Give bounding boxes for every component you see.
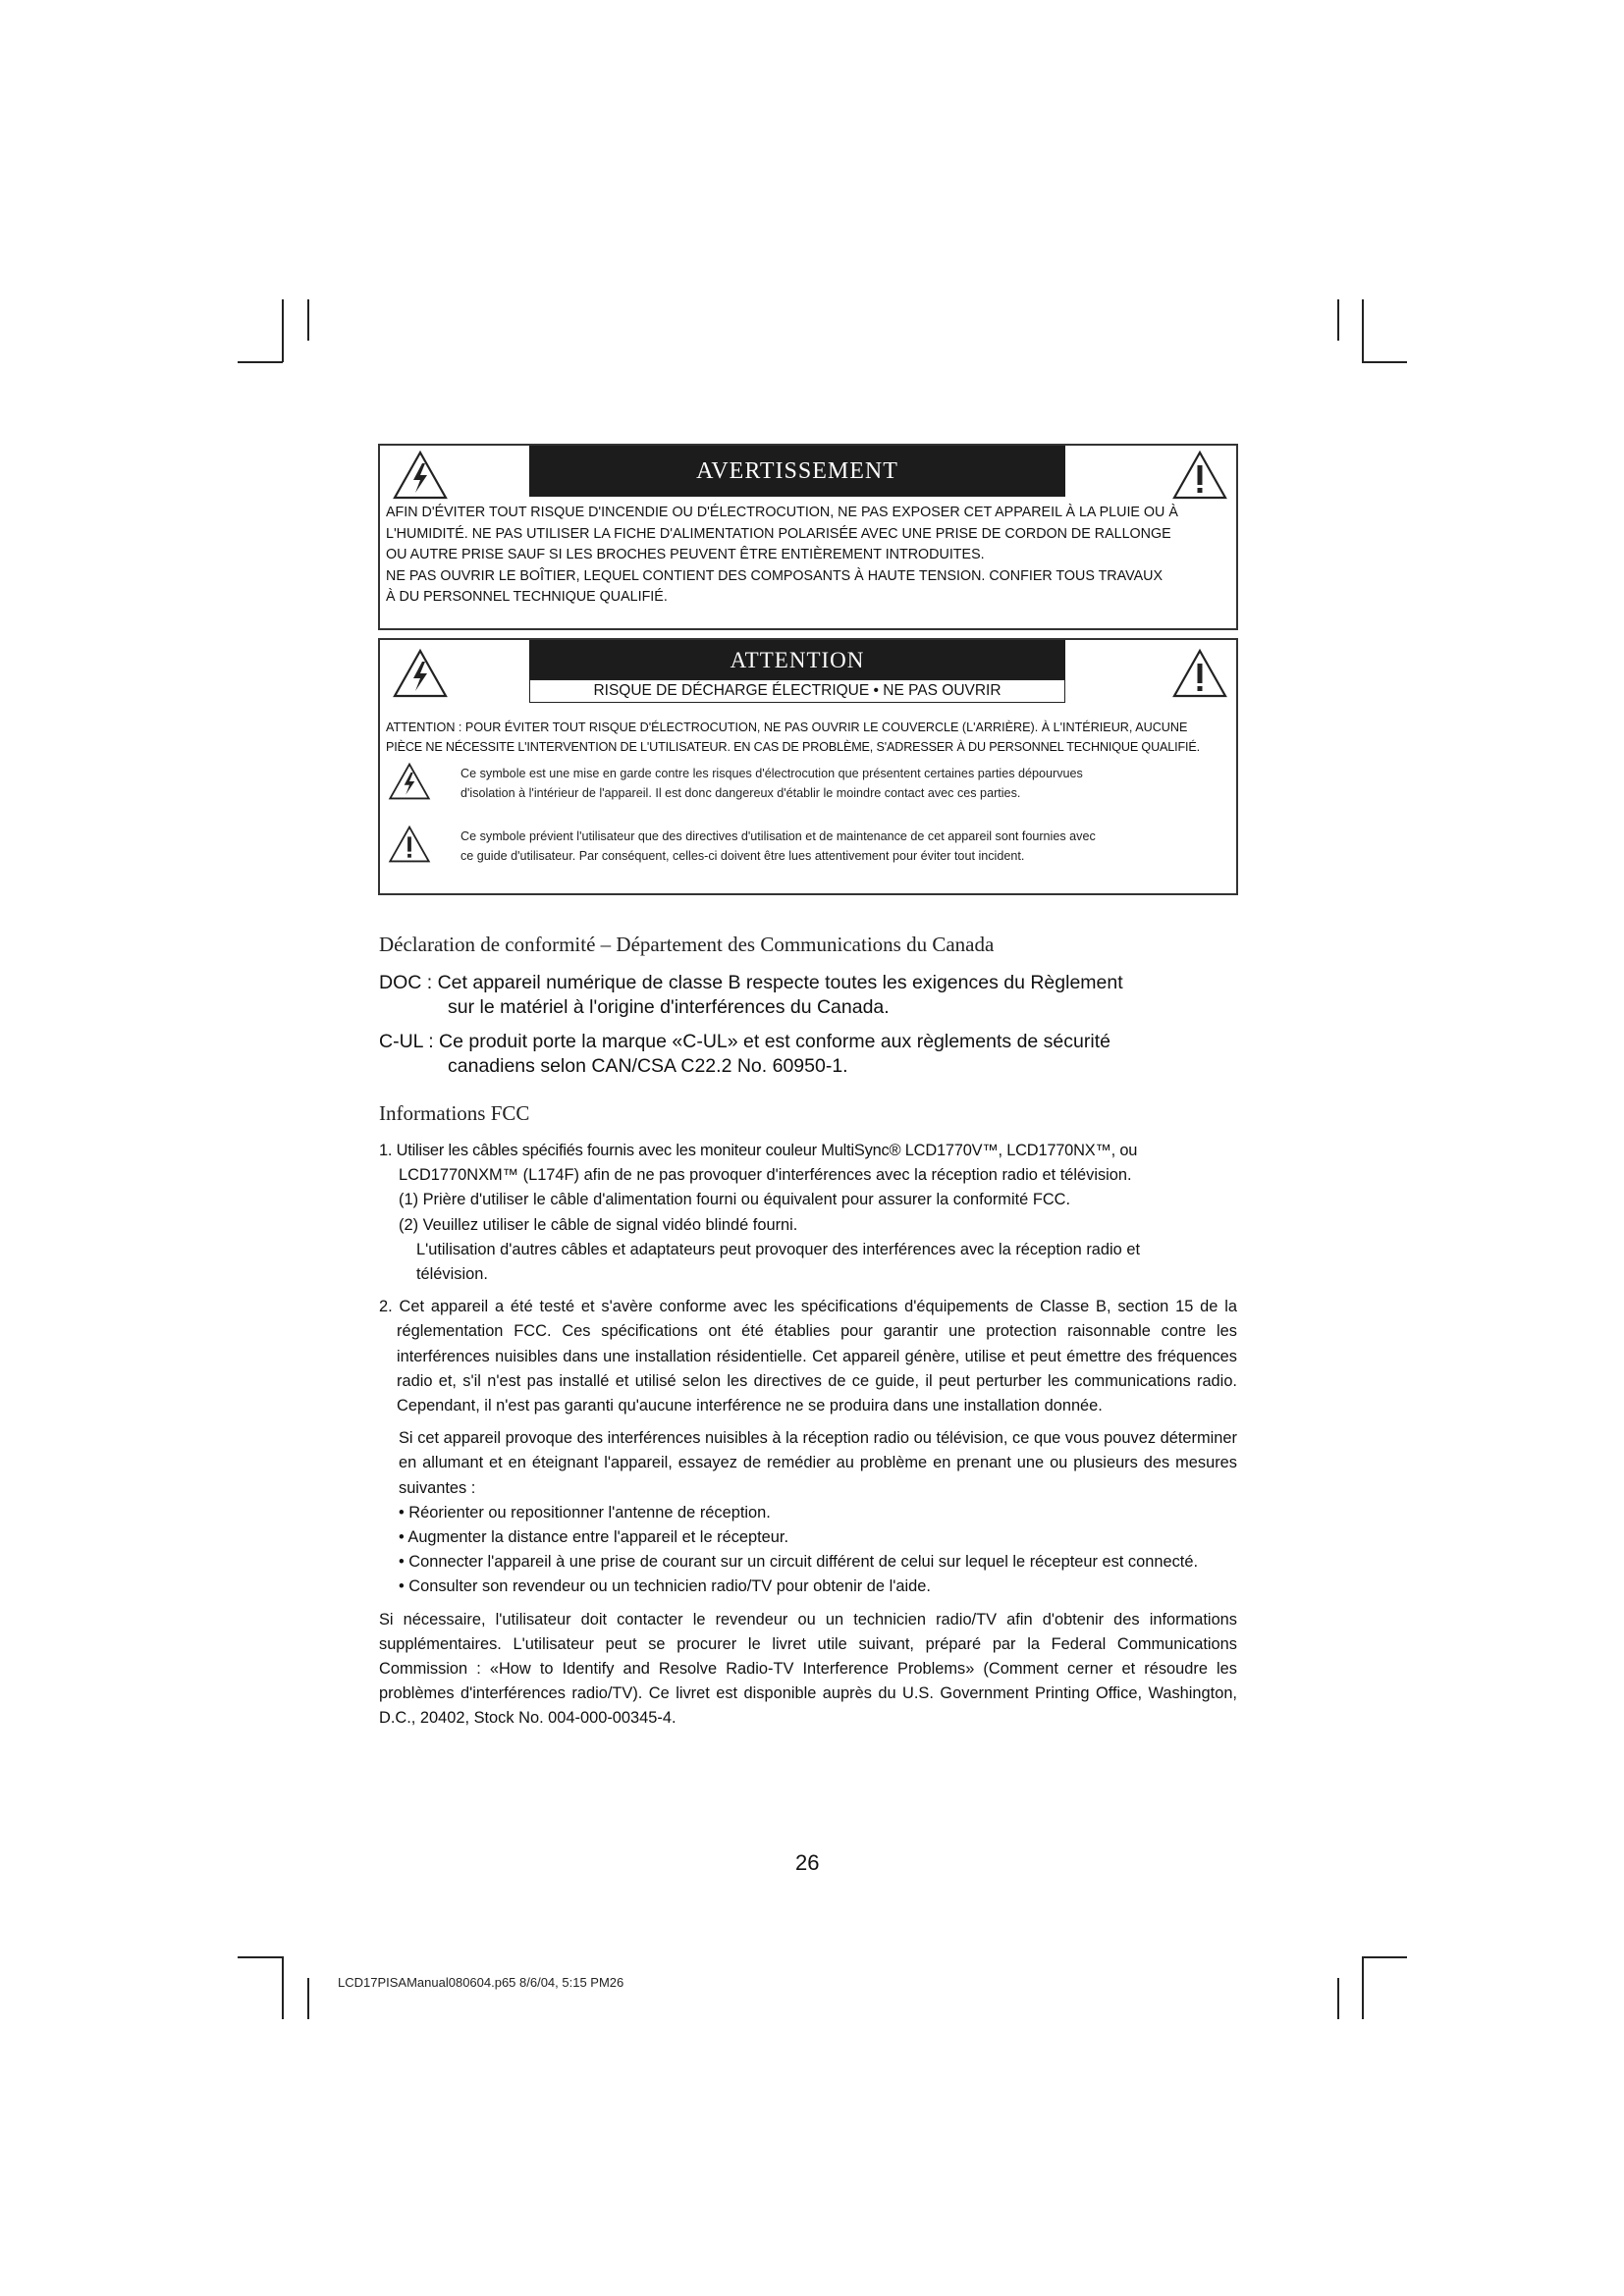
electric-shock-icon <box>392 648 449 699</box>
doc-paragraph <box>379 971 1243 1020</box>
warning-text <box>386 503 1234 609</box>
electric-shock-icon <box>388 762 431 801</box>
fcc-sub-1: (1) Prière d'utiliser le câble d'alimentation fourni ou équivalent pour assurer la conformité FCC. <box>399 1191 1071 1209</box>
warning-box <box>378 444 1238 630</box>
declaration-heading: Déclaration de conformité – Département des Communications du Canada <box>379 933 995 956</box>
warning-line: OU AUTRE PRISE SAUF SI LES BROCHES PEUVENT ÊTRE ENTIÈREMENT INTRODUITES. <box>386 547 985 562</box>
fcc-bullet: • Augmenter la distance entre l'appareil et le récepteur. <box>399 1528 789 1547</box>
fcc-final-paragraph: Si nécessaire, l'utilisateur doit contacter le revendeur ou un technicien radio/TV afin d'obtenir des informations supplémentaires. L'utilisateur peut se procurer le livret utile suivant, préparé par la Federal Communications Commission : «How to Identify and Resolve Radio-TV Interference Problems» (Comment cerner et résoudre les problèmes d'interférences radio/TV). Ce livret est disponible auprès du U.S. Government Printing Office, Washington, D.C., 20402, Stock No. 004-000-00345-4. <box>379 1610 1237 1728</box>
attention-text <box>386 718 1236 757</box>
exclamation-icon <box>1171 450 1228 501</box>
attention-subtitle: RISQUE DE DÉCHARGE ÉLECTRIQUE • NE PAS OUVRIR <box>529 679 1065 703</box>
doc-line: sur le matériel à l'origine d'interférences du Canada. <box>448 996 890 1018</box>
attention-title: ATTENTION <box>529 640 1065 679</box>
page-number: 26 <box>795 1850 820 1875</box>
cul-line: C-UL : Ce produit porte la marque «C-UL» et est conforme aux règlements de sécurité <box>379 1031 1110 1052</box>
shock-symbol-line: Ce symbole est une mise en garde contre les risques d'électrocution que présentent certaines parties dépourvues <box>460 767 1083 780</box>
fcc-bullet: • Connecter l'appareil à une prise de courant sur un circuit différent de celui sur lequel le récepteur est connecté. <box>399 1553 1198 1572</box>
fcc-bullet: • Consulter son revendeur ou un technicien radio/TV pour obtenir de l'aide. <box>399 1577 931 1596</box>
footer-slug: LCD17PISAManual080604.p65 8/6/04, 5:15 PM26 <box>338 1975 624 1990</box>
warning-line: NE PAS OUVRIR LE BOÎTIER, LEQUEL CONTIENT DES COMPOSANTS À HAUTE TENSION. CONFIER TOUS TRAVAUX <box>386 567 1163 584</box>
cul-line: canadiens selon CAN/CSA C22.2 No. 60950-1. <box>448 1055 848 1077</box>
warning-line: À DU PERSONNEL TECHNIQUE QUALIFIÉ. <box>386 589 668 605</box>
info-symbol-text <box>460 827 1226 866</box>
fcc-heading: Informations FCC <box>379 1101 530 1125</box>
attention-line: ATTENTION : POUR ÉVITER TOUT RISQUE D'ÉLECTROCUTION, NE PAS OUVRIR LE COUVERCLE (L'ARRIÈRE). À L'INTÉRIEUR, AUCUNE <box>386 721 1188 734</box>
fcc-body <box>379 1139 1237 1732</box>
fcc-bullet: • Réorienter ou repositionner l'antenne de réception. <box>399 1503 771 1522</box>
info-symbol-line: ce guide d'utilisateur. Par conséquent, celles-ci doivent être lues attentivement pour éviter tout incident. <box>460 849 1025 863</box>
warning-line: L'HUMIDITÉ. NE PAS UTILISER LA FICHE D'ALIMENTATION POLARISÉE AVEC UNE PRISE DE CORDON DE RALLONGE <box>386 525 1171 542</box>
attention-line: PIÈCE NE NÉCESSITE L'INTERVENTION DE L'UTILISATEUR. EN CAS DE PROBLÈME, S'ADRESSER À DU PERSONNEL TECHNIQUE QUALIFIÉ. <box>386 740 1200 754</box>
attention-box <box>378 638 1238 895</box>
exclamation-icon <box>1171 648 1228 699</box>
shock-symbol-text <box>460 764 1226 803</box>
cul-paragraph <box>379 1030 1243 1079</box>
doc-line: DOC : Cet appareil numérique de classe B respecte toutes les exigences du Règlement <box>379 972 1123 993</box>
fcc-sub-2: (2) Veuillez utiliser le câble de signal vidéo blindé fourni. <box>399 1215 798 1234</box>
fcc-para-2: Si cet appareil provoque des interférences nuisibles à la réception radio ou télévision, ce que vous pouvez déterminer en allumant et en éteignant l'appareil, essayez de remédier au problème en prenant une ou plusieurs des mesures suivantes : <box>399 1429 1237 1497</box>
exclamation-icon <box>388 825 431 864</box>
warning-line: AFIN D'ÉVITER TOUT RISQUE D'INCENDIE OU D'ÉLECTROCUTION, NE PAS EXPOSER CET APPAREIL À LA PLUIE OU À <box>386 505 1178 520</box>
fcc-item-1-line: LCD1770NXM™ (L174F) afin de ne pas provoquer d'interférences avec la réception radio et télévision. <box>399 1166 1132 1185</box>
fcc-sub-2-note: L'utilisation d'autres câbles et adaptateurs peut provoquer des interférences avec la réception radio et télévision. <box>416 1240 1141 1284</box>
info-symbol-line: Ce symbole prévient l'utilisateur que des directives d'utilisation et de maintenance de cet appareil sont fournies avec <box>460 829 1096 843</box>
warning-title: AVERTISSEMENT <box>529 446 1065 497</box>
shock-symbol-line: d'isolation à l'intérieur de l'appareil. Il est donc dangereux d'établir le moindre contact avec ces parties. <box>460 786 1021 800</box>
electric-shock-icon <box>392 450 449 501</box>
fcc-item-1-line: 1. Utiliser les câbles spécifiés fournis avec les moniteur couleur MultiSync® LCD1770V™, LCD1770NX™, ou <box>379 1142 1138 1159</box>
fcc-item-2: 2. Cet appareil a été testé et s'avère conforme avec les spécifications d'équipements de Classe B, section 15 de la réglementation FCC. Ces spécifications ont été établies pour garantir une protection raisonnable contre les interférences nuisibles dans une installation résidentielle. Cet appareil génère, utilise et peut émettre des fréquences radio et, s'il n'est pas installé et utilisé selon les directives de ce guide, il peut perturber les communications radio. Cependant, il n'est pas garanti qu'aucune interférence ne se produira dans une installation donnée. <box>379 1298 1237 1415</box>
